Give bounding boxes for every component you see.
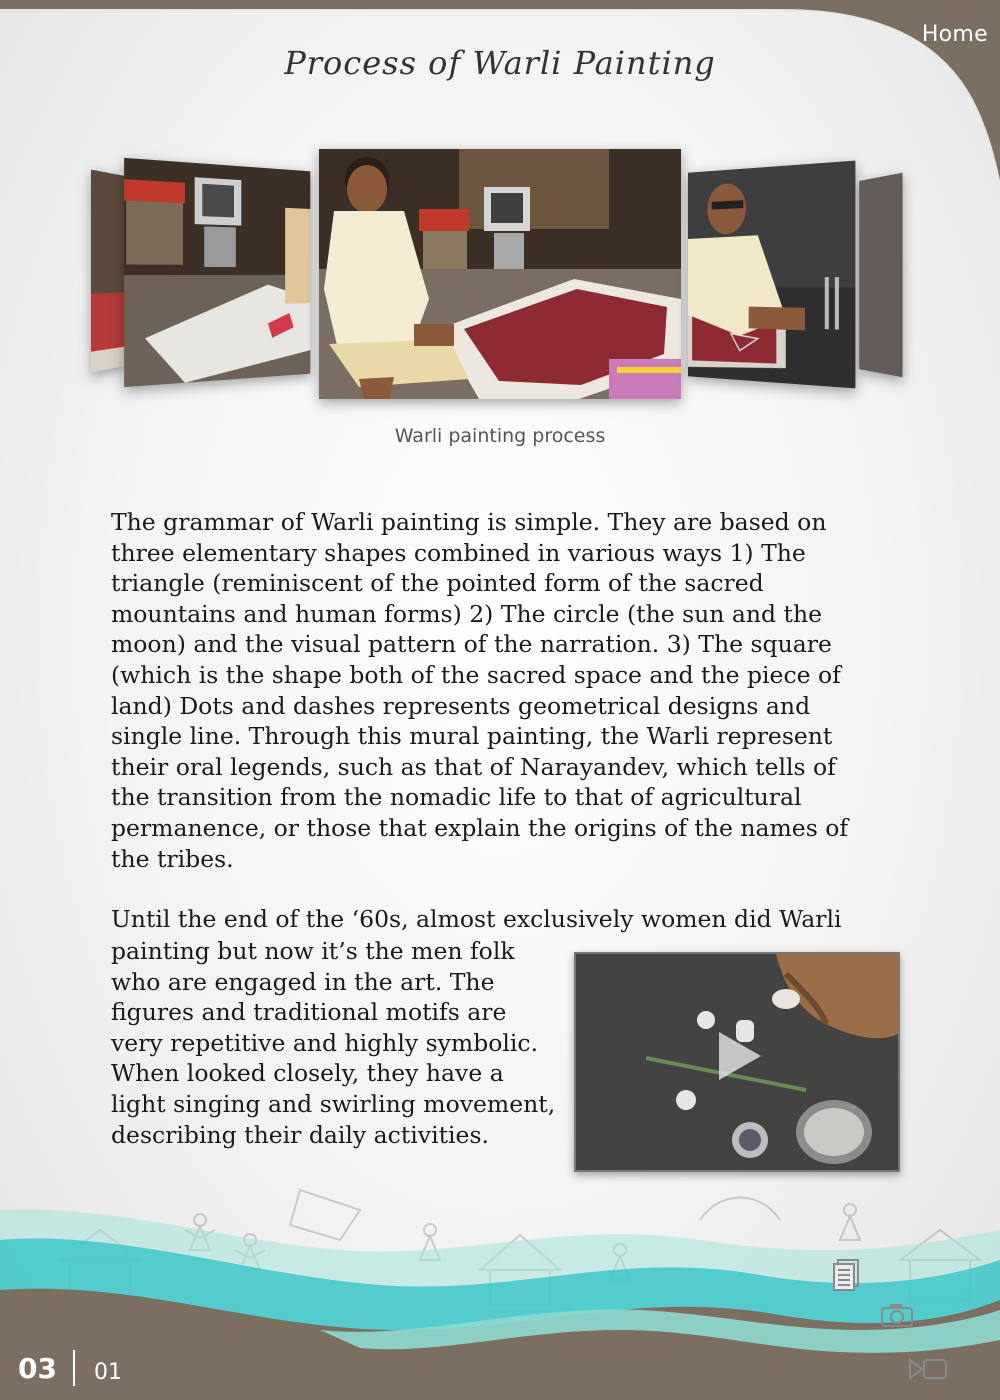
camera-icon[interactable]	[880, 1302, 914, 1328]
document-icon[interactable]	[832, 1258, 862, 1292]
carousel-slide-far-left[interactable]	[91, 170, 126, 373]
body-paragraph-2: painting but now it’s the men folk who are engaged in the art. The figures and traditional motifs are very repetitive and highly symbolic. When looked closely, they have a light singing and swirling movement, describing their daily activities.	[111, 937, 556, 1149]
carousel-slide-right[interactable]	[688, 161, 855, 389]
page-number: 03	[18, 1352, 57, 1385]
carousel-slide-left[interactable]	[124, 158, 310, 387]
video-camera-icon[interactable]	[908, 1356, 950, 1382]
sub-page-number: 01	[94, 1360, 122, 1385]
carousel-slide-center[interactable]	[319, 149, 681, 399]
video-player-thumbnail[interactable]	[574, 952, 900, 1172]
page-number-divider	[73, 1350, 75, 1386]
body-paragraph-1: The grammar of Warli painting is simple. They are based on three elementary shapes combined in various ways 1) The triangle (reminiscent of the pointed form of the sacred mountains and human forms) 2) The circle (the sun and the moon) and the visual pattern of the narration. 3) The square (which is the shape both of the sacred space and the piece of land) Dots and dashes represents geometrical designs and single line. Through this mural painting, the Warli represent their oral legends, such as that of Narayandev, which tells of the transition from the nomadic life to that of agricultural permanence, or those that explain the origins of the names of the tribes.	[111, 508, 849, 873]
carousel-slide-far-right[interactable]	[859, 173, 902, 378]
home-button[interactable]: Home	[921, 22, 988, 47]
carousel-caption: Warli painting process	[394, 425, 606, 447]
page-title: Process of Warli Painting	[284, 44, 716, 82]
play-icon[interactable]	[707, 1026, 767, 1086]
photo-carousel[interactable]	[85, 145, 915, 405]
body-paragraph-2-lead: Until the end of the ‘60s, almost exclusively women did Warli	[111, 905, 842, 933]
